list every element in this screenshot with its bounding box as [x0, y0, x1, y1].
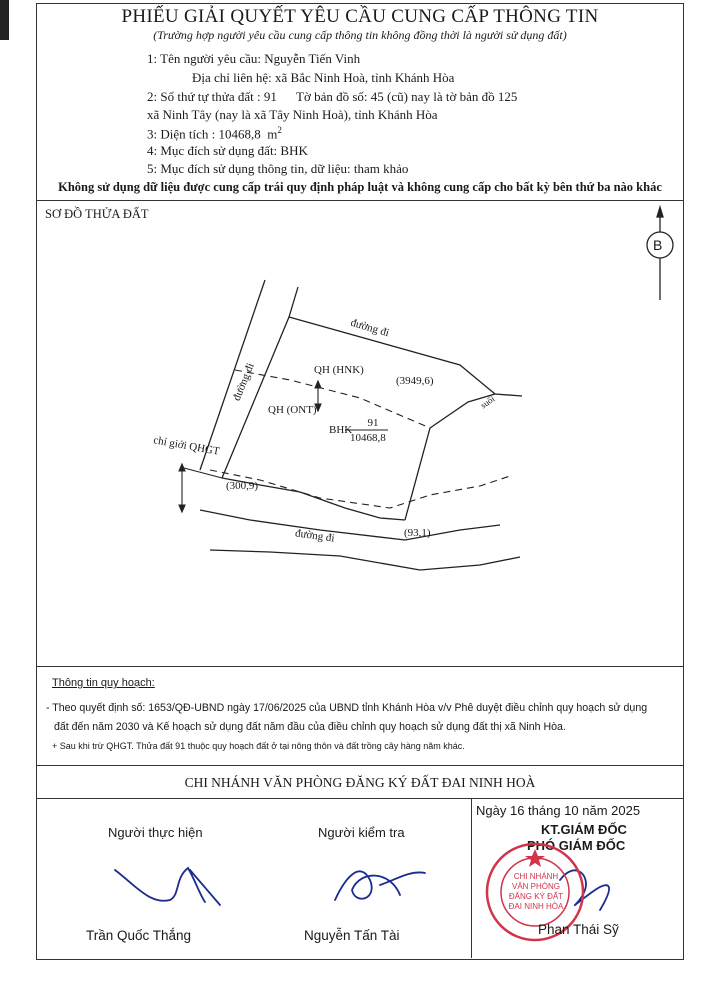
- parcel-area: 3: Diện tích : 10468,8 $m^2$: [147, 125, 282, 142]
- boundary-label: chỉ giới QHGT: [152, 434, 221, 458]
- road-top-label: đường đi: [349, 316, 391, 340]
- agency-name: CHI NHÁNH VĂN PHÒNG ĐĂNG KÝ ĐẤT ĐAI NINH HOÀ: [184, 775, 536, 790]
- planning-line-1: - Theo quyết định số: 1653/QĐ-UBND ngày 17/06/2025 của UBND tỉnh Khánh Hòa v/v Phê duyệt điều chỉnh quy hoạch sử dụng: [46, 702, 648, 714]
- parcel-no: 91: [367, 417, 379, 429]
- map-section-label: SƠ ĐỒ THỬA ĐẤT: [45, 207, 149, 221]
- checker-name: Nguyễn Tấn Tài: [304, 928, 400, 943]
- planning-note: + Sau khi trừ QHGT. Thửa đất 91 thuộc quy hoạch đất ở tại nông thôn và đất trồng cây hàng năm khác.: [52, 741, 465, 751]
- requester-address: Địa chỉ liên hệ: xã Bắc Ninh Hoà, tỉnh Khánh Hòa: [192, 70, 455, 85]
- planning-line-2: đất đến năm 2030 và Kế hoạch sử dụng đất năm đầu của điều chỉnh quy hoạch sử dụng đất thị xã Ninh Hòa.: [54, 721, 566, 733]
- stream-label: suối: [478, 393, 497, 411]
- road-bottom-label: đường đi: [294, 527, 336, 545]
- parcel-number: 2: Số thứ tự thửa đất : 91: [147, 89, 277, 104]
- info-purpose: 5: Mục đích sử dụng thông tin, dữ liệu: tham khảo: [147, 161, 409, 176]
- director-subtitle: PHÓ GIÁM ĐỐC: [527, 838, 626, 853]
- parcel-area-label: 10468,8: [350, 432, 386, 444]
- document-subtitle: (Trường hợp người yêu cầu cung cấp thông tin không đồng thời là người sử dụng đất): [153, 28, 567, 42]
- north-letter: B: [653, 237, 663, 253]
- planning-label: Thông tin quy hoạch:: [52, 677, 155, 689]
- land-use-purpose: 4: Mục đích sử dụng đất: BHK: [147, 143, 308, 158]
- map-sheet: Tờ bản đồ số: 45 (cũ) nay là tờ bản đồ 125: [296, 89, 518, 104]
- director-title: KT.GIÁM ĐỐC: [541, 822, 627, 837]
- qh-hnk-label: QH (HNK): [314, 364, 364, 376]
- sign-date: Ngày 16 tháng 10 năm 2025: [476, 803, 641, 818]
- stamp-text: CHI NHÁNH VĂN PHÒNG ĐĂNG KÝ ĐẤT ĐAI NINH HÒA: [508, 872, 564, 911]
- dim-left: (300,9): [226, 480, 259, 492]
- parcel-use: BHK: [329, 424, 353, 436]
- road-left-label: đường đi: [230, 361, 257, 403]
- qh-ont-label: QH (ONT): [268, 404, 317, 416]
- parcel-location: xã Ninh Tây (nay là xã Tây Ninh Hoà), tỉnh Khánh Hòa: [147, 107, 438, 122]
- checker-label: Người kiểm tra: [318, 825, 405, 840]
- performer-name: Trần Quốc Thắng: [86, 928, 192, 943]
- document-title: PHIẾU GIẢI QUYẾT YÊU CẦU CUNG CẤP THÔNG TIN: [121, 6, 599, 27]
- director-name: Phan Thái Sỹ: [538, 922, 619, 937]
- requester-name: 1: Tên người yêu cầu: Nguyễn Tiến Vinh: [147, 51, 361, 66]
- usage-warning: Không sử dụng dữ liệu được cung cấp trái quy định pháp luật và không cung cấp cho bất kỳ bên thứ ba nào khác: [58, 180, 662, 194]
- checker-signature: [335, 871, 425, 900]
- performer-label: Người thực hiện: [108, 825, 203, 840]
- dim-bottom: (93,1): [404, 527, 431, 539]
- dim-right: (3949,6): [396, 375, 434, 387]
- performer-signature: [115, 868, 220, 905]
